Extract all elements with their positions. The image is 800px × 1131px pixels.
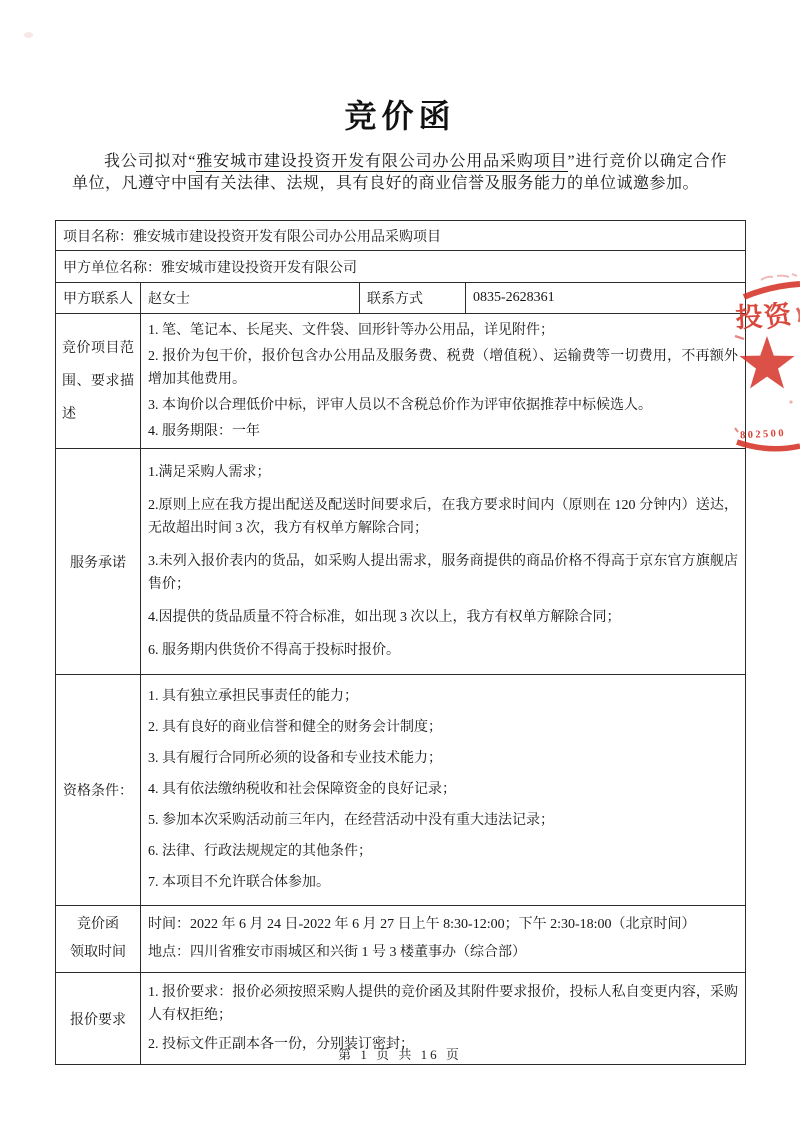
seal-ring-text: 投资 [734,298,797,333]
quotation-label-cell: 报价要求 [56,973,141,1065]
collection-label-line2: 领取时间 [70,945,126,960]
bidding-table [55,220,746,1065]
contact-method-label-cell: 联系方式 [360,283,466,314]
intro-suffix: ”进行竞价以确定合作单位，凡遵守中国有关法律、法规，具有良好的商业信誉及服务能力的单位诚邀参加。 [72,153,727,192]
scope-label-cell: 竞价项目范围、要求描述 [56,314,141,449]
quotation-item: 2. 投标文件正副本各一份，分别装订密封； [148,1037,414,1052]
scope-item: 3. 本询价以合理低价中标，评审人员以不含税总价作为评审依据推荐中标候选人。 [148,398,652,413]
party-a-label: 甲方单位名称： [63,260,161,276]
seal-underline-dash [735,336,744,339]
page-footer: 第 1 页 共 16 页 [338,1047,462,1062]
scope-item: 4. 服务期限：一年 [148,424,260,439]
qualification-label-cell: 资格条件： [56,675,141,906]
party-a-row [56,251,746,283]
seal-top-arc [744,284,800,297]
qualification-content-cell [141,675,746,906]
seal-serial-number: 802500 [739,428,787,442]
collection-content-cell [141,906,746,973]
contact-name-cell: 赵女士 [141,283,360,314]
collection-time-row [56,906,746,973]
quotation-item: 1. 报价要求：报价必须按照采购人提供的竞价函及其附件要求报价，投标人私自变更内容，采购人有权拒绝； [148,985,738,1023]
project-name-cell [56,221,746,251]
seal-bottom-arc [737,442,800,449]
page-title: 竞价函 [344,98,456,134]
seal-speck [789,400,792,403]
official-seal [734,270,800,454]
scope-item: 2. 报价为包干价，报价包含办公用品及服务费、税费（增值税）、运输费等一切费用，不再额外增加其他费用。 [148,349,738,387]
service-item: 3.未列入报价表内的货品，如采购人提出需求，服务商提供的商品价格不得高于京东官方旗舰店售价； [148,554,738,592]
contact-phone-cell: 0835-2628361 [466,283,746,314]
qualification-item: 5. 参加本次采购活动前三年内，在经营活动中没有重大违法记录； [148,813,554,828]
intro-paragraph [72,151,727,194]
service-item: 1.满足采购人需求； [148,465,271,480]
party-a-value: 雅安城市建设投资开发有限公司 [161,260,357,276]
qualification-item: 2. 具有良好的商业信誉和健全的财务会计制度； [148,720,442,735]
collection-label-cell [56,906,141,973]
project-name-underlined: 雅安城市建设投资开发有限公司办公用品采购项目 [195,153,568,170]
party-a-cell [56,251,746,283]
collection-time: 时间：2022 年 6 月 24 日-2022 年 6 月 27 日上午 8:30-12:00；下午 2:30-18:00（北京时间） [148,917,696,932]
seal-star-icon [739,336,794,389]
scope-item: 1. 笔、笔记本、长尾夹、文件袋、回形针等办公用品，详见附件； [148,323,554,338]
collection-place: 地点：四川省雅安市雨城区和兴街 1 号 3 楼董事办（综合部） [148,945,526,960]
qualification-item: 4. 具有依法缴纳税收和社会保障资金的良好记录； [148,782,456,797]
service-label-cell: 服务承诺 [56,449,141,675]
service-item: 6. 服务期内供货价不得高于投标时报价。 [148,643,400,658]
project-name-label: 项目名称： [63,229,133,245]
scan-speck [24,32,33,38]
scope-row [56,314,746,449]
contact-label-cell: 甲方联系人 [56,283,141,314]
scope-content-cell [141,314,746,449]
qualification-item: 6. 法律、行政法规规定的其他条件； [148,844,372,859]
intro-prefix: 我公司拟对“ [104,153,196,170]
service-item: 4.因提供的货品质量不符合标准，如出现 3 次以上，我方有权单方解除合同； [148,610,621,625]
service-item: 2.原则上应在我方提出配送及配送时间要求后，在我方要求时间内（原则在 120 分钟内）送达，无故超出时间 3 次，我方有权单方解除合同； [148,498,738,536]
project-name-row [56,221,746,251]
collection-label-line1: 竞价函 [77,917,119,932]
seal-top-marks [761,274,797,280]
qualification-item: 3. 具有履行合同所必须的设备和专业技术能力； [148,751,442,766]
service-commitment-row [56,449,746,675]
project-name-value: 雅安城市建设投资开发有限公司办公用品采购项目 [133,229,441,245]
seal-serial-tick [735,428,738,432]
service-content-cell [141,449,746,675]
qualification-item: 1. 具有独立承担民事责任的能力； [148,689,358,704]
qualification-row [56,675,746,906]
contact-row [56,283,746,314]
qualification-item: 7. 本项目不允许联合体参加。 [148,875,330,890]
